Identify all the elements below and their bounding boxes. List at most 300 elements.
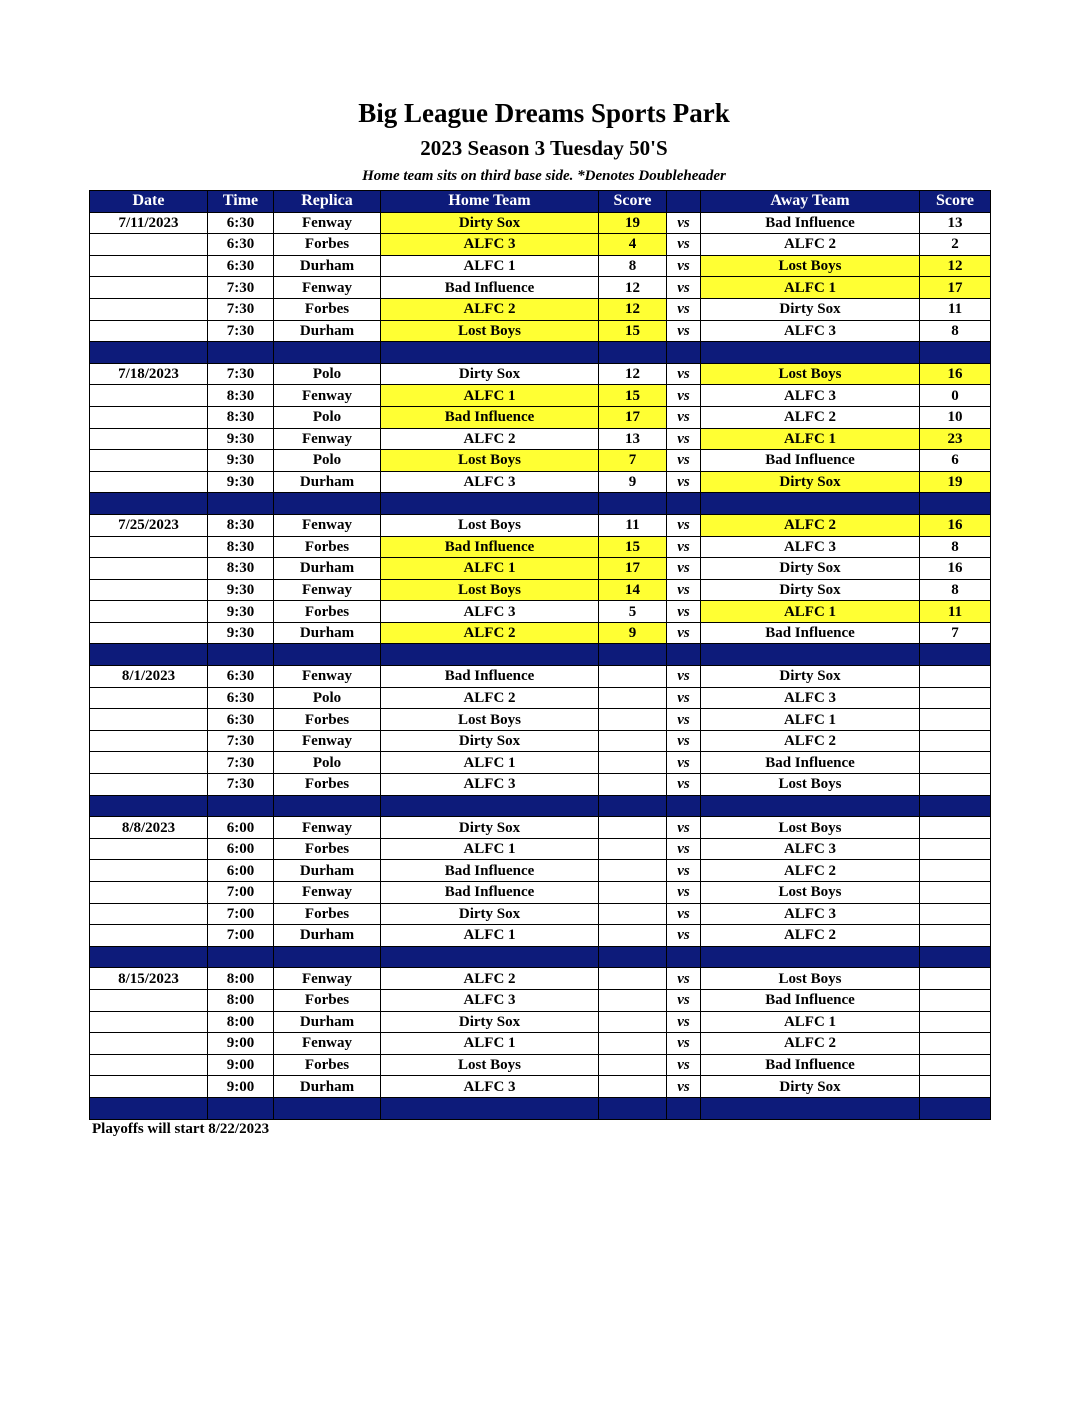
- table-row: [90, 450, 991, 472]
- time-cell: 8:00: [208, 968, 274, 990]
- home-team-cell: ALFC 3: [381, 234, 599, 256]
- away-team-cell: ALFC 2: [701, 514, 920, 536]
- home-team-cell: Lost Boys: [381, 709, 599, 731]
- away-team-cell: ALFC 2: [701, 1033, 920, 1055]
- time-cell: 6:30: [208, 687, 274, 709]
- home-score-cell: [599, 687, 667, 709]
- home-score-cell: [599, 1011, 667, 1033]
- home-team-cell: Dirty Sox: [381, 817, 599, 839]
- home-score-cell: 9: [599, 622, 667, 644]
- table-row: [90, 558, 991, 580]
- separator-cell: [599, 342, 667, 364]
- home-score-cell: [599, 666, 667, 688]
- away-score-cell: [920, 752, 991, 774]
- date-cell: [90, 277, 208, 299]
- replica-cell: Fenway: [274, 1033, 381, 1055]
- away-score-cell: 12: [920, 255, 991, 277]
- away-score-cell: [920, 709, 991, 731]
- replica-cell: Fenway: [274, 385, 381, 407]
- home-score-cell: 8: [599, 255, 667, 277]
- replica-cell: Durham: [274, 558, 381, 580]
- table-row: [90, 234, 991, 256]
- home-team-cell: ALFC 3: [381, 471, 599, 493]
- date-cell: 7/11/2023: [90, 212, 208, 234]
- away-team-cell: ALFC 1: [701, 601, 920, 623]
- away-team-cell: Bad Influence: [701, 450, 920, 472]
- time-cell: 9:00: [208, 1076, 274, 1098]
- home-team-cell: Bad Influence: [381, 277, 599, 299]
- date-cell: [90, 601, 208, 623]
- vs-cell: vs: [667, 1011, 701, 1033]
- home-score-cell: 12: [599, 363, 667, 385]
- time-cell: 6:30: [208, 255, 274, 277]
- replica-cell: Forbes: [274, 1054, 381, 1076]
- vs-cell: vs: [667, 882, 701, 904]
- date-cell: [90, 882, 208, 904]
- replica-cell: Forbes: [274, 234, 381, 256]
- away-score-cell: [920, 968, 991, 990]
- table-row: [90, 255, 991, 277]
- vs-cell: vs: [667, 968, 701, 990]
- time-cell: 8:30: [208, 558, 274, 580]
- vs-cell: vs: [667, 428, 701, 450]
- replica-cell: Polo: [274, 363, 381, 385]
- playoffs-note: Playoffs will start 8/22/2023: [92, 1121, 270, 1137]
- separator-cell: [667, 1097, 701, 1119]
- separator-cell: [90, 342, 208, 364]
- vs-cell: vs: [667, 774, 701, 796]
- away-score-cell: [920, 1011, 991, 1033]
- time-cell: 7:30: [208, 752, 274, 774]
- home-score-cell: 15: [599, 320, 667, 342]
- separator-cell: [701, 1097, 920, 1119]
- separator-cell: [599, 1097, 667, 1119]
- separator-cell: [599, 946, 667, 968]
- away-team-cell: Bad Influence: [701, 752, 920, 774]
- home-score-cell: 17: [599, 406, 667, 428]
- separator-cell: [90, 946, 208, 968]
- time-cell: 7:30: [208, 277, 274, 299]
- schedule-note: Home team sits on third base side. *Denotes Doubleheader: [362, 168, 726, 184]
- away-score-cell: 19: [920, 471, 991, 493]
- table-row: [90, 320, 991, 342]
- home-team-cell: Lost Boys: [381, 320, 599, 342]
- home-team-cell: ALFC 1: [381, 385, 599, 407]
- replica-cell: Durham: [274, 1076, 381, 1098]
- home-score-cell: 17: [599, 558, 667, 580]
- replica-cell: Durham: [274, 860, 381, 882]
- table-row: [90, 666, 991, 688]
- week-separator-row: [90, 644, 991, 666]
- header-home-score: Score: [599, 191, 667, 213]
- time-cell: 9:30: [208, 428, 274, 450]
- separator-cell: [274, 342, 381, 364]
- home-score-cell: 9: [599, 471, 667, 493]
- week-separator-row: [90, 1097, 991, 1119]
- vs-cell: vs: [667, 622, 701, 644]
- table-row: [90, 838, 991, 860]
- away-team-cell: ALFC 3: [701, 903, 920, 925]
- away-score-cell: 16: [920, 363, 991, 385]
- vs-cell: vs: [667, 406, 701, 428]
- away-team-cell: Bad Influence: [701, 622, 920, 644]
- away-score-cell: [920, 730, 991, 752]
- week-separator-row: [90, 342, 991, 364]
- schedule-table: [89, 190, 991, 1120]
- date-cell: [90, 903, 208, 925]
- home-score-cell: 4: [599, 234, 667, 256]
- date-cell: [90, 450, 208, 472]
- away-team-cell: Bad Influence: [701, 212, 920, 234]
- away-team-cell: Bad Influence: [701, 1054, 920, 1076]
- away-score-cell: 11: [920, 601, 991, 623]
- vs-cell: vs: [667, 817, 701, 839]
- away-score-cell: 0: [920, 385, 991, 407]
- away-score-cell: [920, 989, 991, 1011]
- replica-cell: Forbes: [274, 601, 381, 623]
- vs-cell: vs: [667, 385, 701, 407]
- page-title: Big League Dreams Sports Park: [358, 98, 730, 128]
- table-row: [90, 709, 991, 731]
- away-team-cell: ALFC 3: [701, 687, 920, 709]
- separator-cell: [920, 946, 991, 968]
- away-team-cell: ALFC 2: [701, 925, 920, 947]
- replica-cell: Fenway: [274, 666, 381, 688]
- home-score-cell: [599, 860, 667, 882]
- replica-cell: Forbes: [274, 536, 381, 558]
- away-score-cell: [920, 925, 991, 947]
- home-team-cell: ALFC 2: [381, 687, 599, 709]
- away-team-cell: Dirty Sox: [701, 298, 920, 320]
- separator-cell: [208, 1097, 274, 1119]
- away-team-cell: ALFC 2: [701, 860, 920, 882]
- away-team-cell: ALFC 1: [701, 709, 920, 731]
- replica-cell: Fenway: [274, 514, 381, 536]
- away-team-cell: ALFC 3: [701, 385, 920, 407]
- date-cell: 8/8/2023: [90, 817, 208, 839]
- replica-cell: Fenway: [274, 428, 381, 450]
- away-score-cell: [920, 666, 991, 688]
- home-team-cell: Bad Influence: [381, 882, 599, 904]
- home-team-cell: ALFC 2: [381, 298, 599, 320]
- table-row: [90, 1054, 991, 1076]
- vs-cell: vs: [667, 903, 701, 925]
- home-team-cell: Bad Influence: [381, 406, 599, 428]
- vs-cell: vs: [667, 536, 701, 558]
- table-row: [90, 363, 991, 385]
- separator-cell: [920, 1097, 991, 1119]
- date-cell: [90, 255, 208, 277]
- header-date: Date: [90, 191, 208, 213]
- home-score-cell: 14: [599, 579, 667, 601]
- vs-cell: vs: [667, 255, 701, 277]
- separator-cell: [667, 946, 701, 968]
- time-cell: 9:30: [208, 601, 274, 623]
- separator-cell: [90, 795, 208, 817]
- home-score-cell: [599, 730, 667, 752]
- vs-cell: vs: [667, 579, 701, 601]
- table-row: [90, 774, 991, 796]
- separator-cell: [208, 342, 274, 364]
- separator-cell: [90, 493, 208, 515]
- vs-cell: vs: [667, 558, 701, 580]
- separator-cell: [701, 493, 920, 515]
- vs-cell: vs: [667, 666, 701, 688]
- replica-cell: Forbes: [274, 298, 381, 320]
- time-cell: 9:30: [208, 450, 274, 472]
- separator-cell: [274, 644, 381, 666]
- date-cell: [90, 622, 208, 644]
- date-cell: [90, 752, 208, 774]
- home-score-cell: [599, 925, 667, 947]
- replica-cell: Fenway: [274, 968, 381, 990]
- home-team-cell: Dirty Sox: [381, 730, 599, 752]
- vs-cell: vs: [667, 471, 701, 493]
- table-row: [90, 471, 991, 493]
- away-score-cell: 8: [920, 579, 991, 601]
- time-cell: 6:00: [208, 860, 274, 882]
- separator-cell: [701, 795, 920, 817]
- replica-cell: Forbes: [274, 774, 381, 796]
- separator-cell: [701, 644, 920, 666]
- separator-cell: [381, 946, 599, 968]
- home-score-cell: [599, 709, 667, 731]
- separator-cell: [701, 342, 920, 364]
- separator-cell: [381, 342, 599, 364]
- date-cell: [90, 774, 208, 796]
- table-row: [90, 817, 991, 839]
- table-row: [90, 406, 991, 428]
- time-cell: 6:00: [208, 817, 274, 839]
- away-team-cell: Lost Boys: [701, 363, 920, 385]
- week-separator-row: [90, 493, 991, 515]
- time-cell: 9:00: [208, 1033, 274, 1055]
- away-score-cell: [920, 1054, 991, 1076]
- replica-cell: Fenway: [274, 817, 381, 839]
- away-team-cell: ALFC 1: [701, 277, 920, 299]
- replica-cell: Durham: [274, 320, 381, 342]
- separator-cell: [381, 493, 599, 515]
- separator-cell: [208, 795, 274, 817]
- home-team-cell: ALFC 1: [381, 255, 599, 277]
- time-cell: 7:30: [208, 298, 274, 320]
- away-score-cell: [920, 903, 991, 925]
- page-subtitle: 2023 Season 3 Tuesday 50'S: [420, 136, 668, 160]
- vs-cell: vs: [667, 234, 701, 256]
- away-score-cell: [920, 838, 991, 860]
- separator-cell: [667, 644, 701, 666]
- table-row: [90, 1033, 991, 1055]
- separator-cell: [701, 946, 920, 968]
- replica-cell: Polo: [274, 687, 381, 709]
- away-score-cell: 16: [920, 514, 991, 536]
- separator-cell: [667, 342, 701, 364]
- home-team-cell: ALFC 1: [381, 1033, 599, 1055]
- schedule-body: [90, 212, 991, 1119]
- separator-cell: [208, 946, 274, 968]
- separator-cell: [599, 493, 667, 515]
- date-cell: [90, 709, 208, 731]
- home-score-cell: 7: [599, 450, 667, 472]
- away-team-cell: ALFC 1: [701, 1011, 920, 1033]
- replica-cell: Polo: [274, 450, 381, 472]
- separator-cell: [274, 795, 381, 817]
- date-cell: [90, 860, 208, 882]
- home-team-cell: Lost Boys: [381, 450, 599, 472]
- separator-cell: [274, 493, 381, 515]
- date-cell: 8/1/2023: [90, 666, 208, 688]
- table-row: [90, 277, 991, 299]
- away-team-cell: ALFC 3: [701, 320, 920, 342]
- vs-cell: vs: [667, 687, 701, 709]
- date-cell: 8/15/2023: [90, 968, 208, 990]
- time-cell: 7:30: [208, 320, 274, 342]
- home-team-cell: ALFC 2: [381, 428, 599, 450]
- table-row: [90, 730, 991, 752]
- home-score-cell: 11: [599, 514, 667, 536]
- vs-cell: vs: [667, 298, 701, 320]
- time-cell: 6:00: [208, 838, 274, 860]
- separator-cell: [381, 644, 599, 666]
- week-separator-row: [90, 946, 991, 968]
- away-team-cell: ALFC 2: [701, 730, 920, 752]
- home-score-cell: 15: [599, 536, 667, 558]
- date-cell: [90, 1054, 208, 1076]
- time-cell: 7:30: [208, 730, 274, 752]
- separator-cell: [920, 795, 991, 817]
- date-cell: [90, 234, 208, 256]
- separator-cell: [274, 946, 381, 968]
- date-cell: [90, 320, 208, 342]
- away-score-cell: 8: [920, 320, 991, 342]
- table-row: [90, 298, 991, 320]
- time-cell: 9:00: [208, 1054, 274, 1076]
- away-team-cell: Lost Boys: [701, 882, 920, 904]
- away-score-cell: 23: [920, 428, 991, 450]
- separator-cell: [208, 493, 274, 515]
- away-team-cell: ALFC 3: [701, 838, 920, 860]
- away-score-cell: [920, 882, 991, 904]
- vs-cell: vs: [667, 450, 701, 472]
- separator-cell: [667, 795, 701, 817]
- week-separator-row: [90, 795, 991, 817]
- home-team-cell: Dirty Sox: [381, 1011, 599, 1033]
- replica-cell: Forbes: [274, 989, 381, 1011]
- separator-cell: [90, 1097, 208, 1119]
- home-score-cell: [599, 989, 667, 1011]
- header-row: [90, 191, 991, 213]
- home-score-cell: 13: [599, 428, 667, 450]
- date-cell: [90, 579, 208, 601]
- table-row: [90, 752, 991, 774]
- away-score-cell: 16: [920, 558, 991, 580]
- away-team-cell: Dirty Sox: [701, 579, 920, 601]
- replica-cell: Polo: [274, 752, 381, 774]
- header-replica: Replica: [274, 191, 381, 213]
- home-team-cell: ALFC 3: [381, 989, 599, 1011]
- away-team-cell: Dirty Sox: [701, 471, 920, 493]
- table-row: [90, 385, 991, 407]
- home-team-cell: ALFC 1: [381, 752, 599, 774]
- table-row: [90, 514, 991, 536]
- time-cell: 7:00: [208, 925, 274, 947]
- away-score-cell: 2: [920, 234, 991, 256]
- home-score-cell: [599, 752, 667, 774]
- date-cell: [90, 471, 208, 493]
- date-cell: [90, 838, 208, 860]
- home-team-cell: ALFC 3: [381, 1076, 599, 1098]
- time-cell: 6:30: [208, 709, 274, 731]
- replica-cell: Forbes: [274, 838, 381, 860]
- replica-cell: Fenway: [274, 212, 381, 234]
- home-team-cell: ALFC 2: [381, 622, 599, 644]
- time-cell: 7:00: [208, 903, 274, 925]
- away-score-cell: [920, 774, 991, 796]
- home-score-cell: 15: [599, 385, 667, 407]
- time-cell: 7:30: [208, 774, 274, 796]
- table-row: [90, 622, 991, 644]
- away-score-cell: 6: [920, 450, 991, 472]
- home-score-cell: [599, 817, 667, 839]
- away-team-cell: Lost Boys: [701, 774, 920, 796]
- header-vs: [667, 191, 701, 213]
- home-score-cell: 12: [599, 277, 667, 299]
- time-cell: 6:30: [208, 234, 274, 256]
- home-score-cell: [599, 903, 667, 925]
- replica-cell: Durham: [274, 1011, 381, 1033]
- away-team-cell: Dirty Sox: [701, 1076, 920, 1098]
- separator-cell: [599, 795, 667, 817]
- time-cell: 7:30: [208, 363, 274, 385]
- home-team-cell: Bad Influence: [381, 860, 599, 882]
- away-team-cell: ALFC 2: [701, 406, 920, 428]
- vs-cell: vs: [667, 320, 701, 342]
- table-row: [90, 1076, 991, 1098]
- replica-cell: Durham: [274, 255, 381, 277]
- table-row: [90, 903, 991, 925]
- vs-cell: vs: [667, 860, 701, 882]
- date-cell: [90, 536, 208, 558]
- header-time: Time: [208, 191, 274, 213]
- table-row: [90, 428, 991, 450]
- header-away-team: Away Team: [701, 191, 920, 213]
- separator-cell: [920, 342, 991, 364]
- time-cell: 8:30: [208, 514, 274, 536]
- away-score-cell: 13: [920, 212, 991, 234]
- date-cell: [90, 730, 208, 752]
- away-score-cell: 8: [920, 536, 991, 558]
- home-score-cell: [599, 1054, 667, 1076]
- home-team-cell: Dirty Sox: [381, 212, 599, 234]
- time-cell: 9:30: [208, 579, 274, 601]
- header-away-score: Score: [920, 191, 991, 213]
- table-row: [90, 601, 991, 623]
- date-cell: [90, 687, 208, 709]
- home-team-cell: ALFC 1: [381, 838, 599, 860]
- vs-cell: vs: [667, 925, 701, 947]
- date-cell: [90, 925, 208, 947]
- home-team-cell: ALFC 1: [381, 925, 599, 947]
- date-cell: [90, 558, 208, 580]
- vs-cell: vs: [667, 1054, 701, 1076]
- time-cell: 6:30: [208, 666, 274, 688]
- separator-cell: [90, 644, 208, 666]
- table-row: [90, 687, 991, 709]
- vs-cell: vs: [667, 212, 701, 234]
- home-team-cell: Bad Influence: [381, 536, 599, 558]
- away-score-cell: 10: [920, 406, 991, 428]
- table-row: [90, 1011, 991, 1033]
